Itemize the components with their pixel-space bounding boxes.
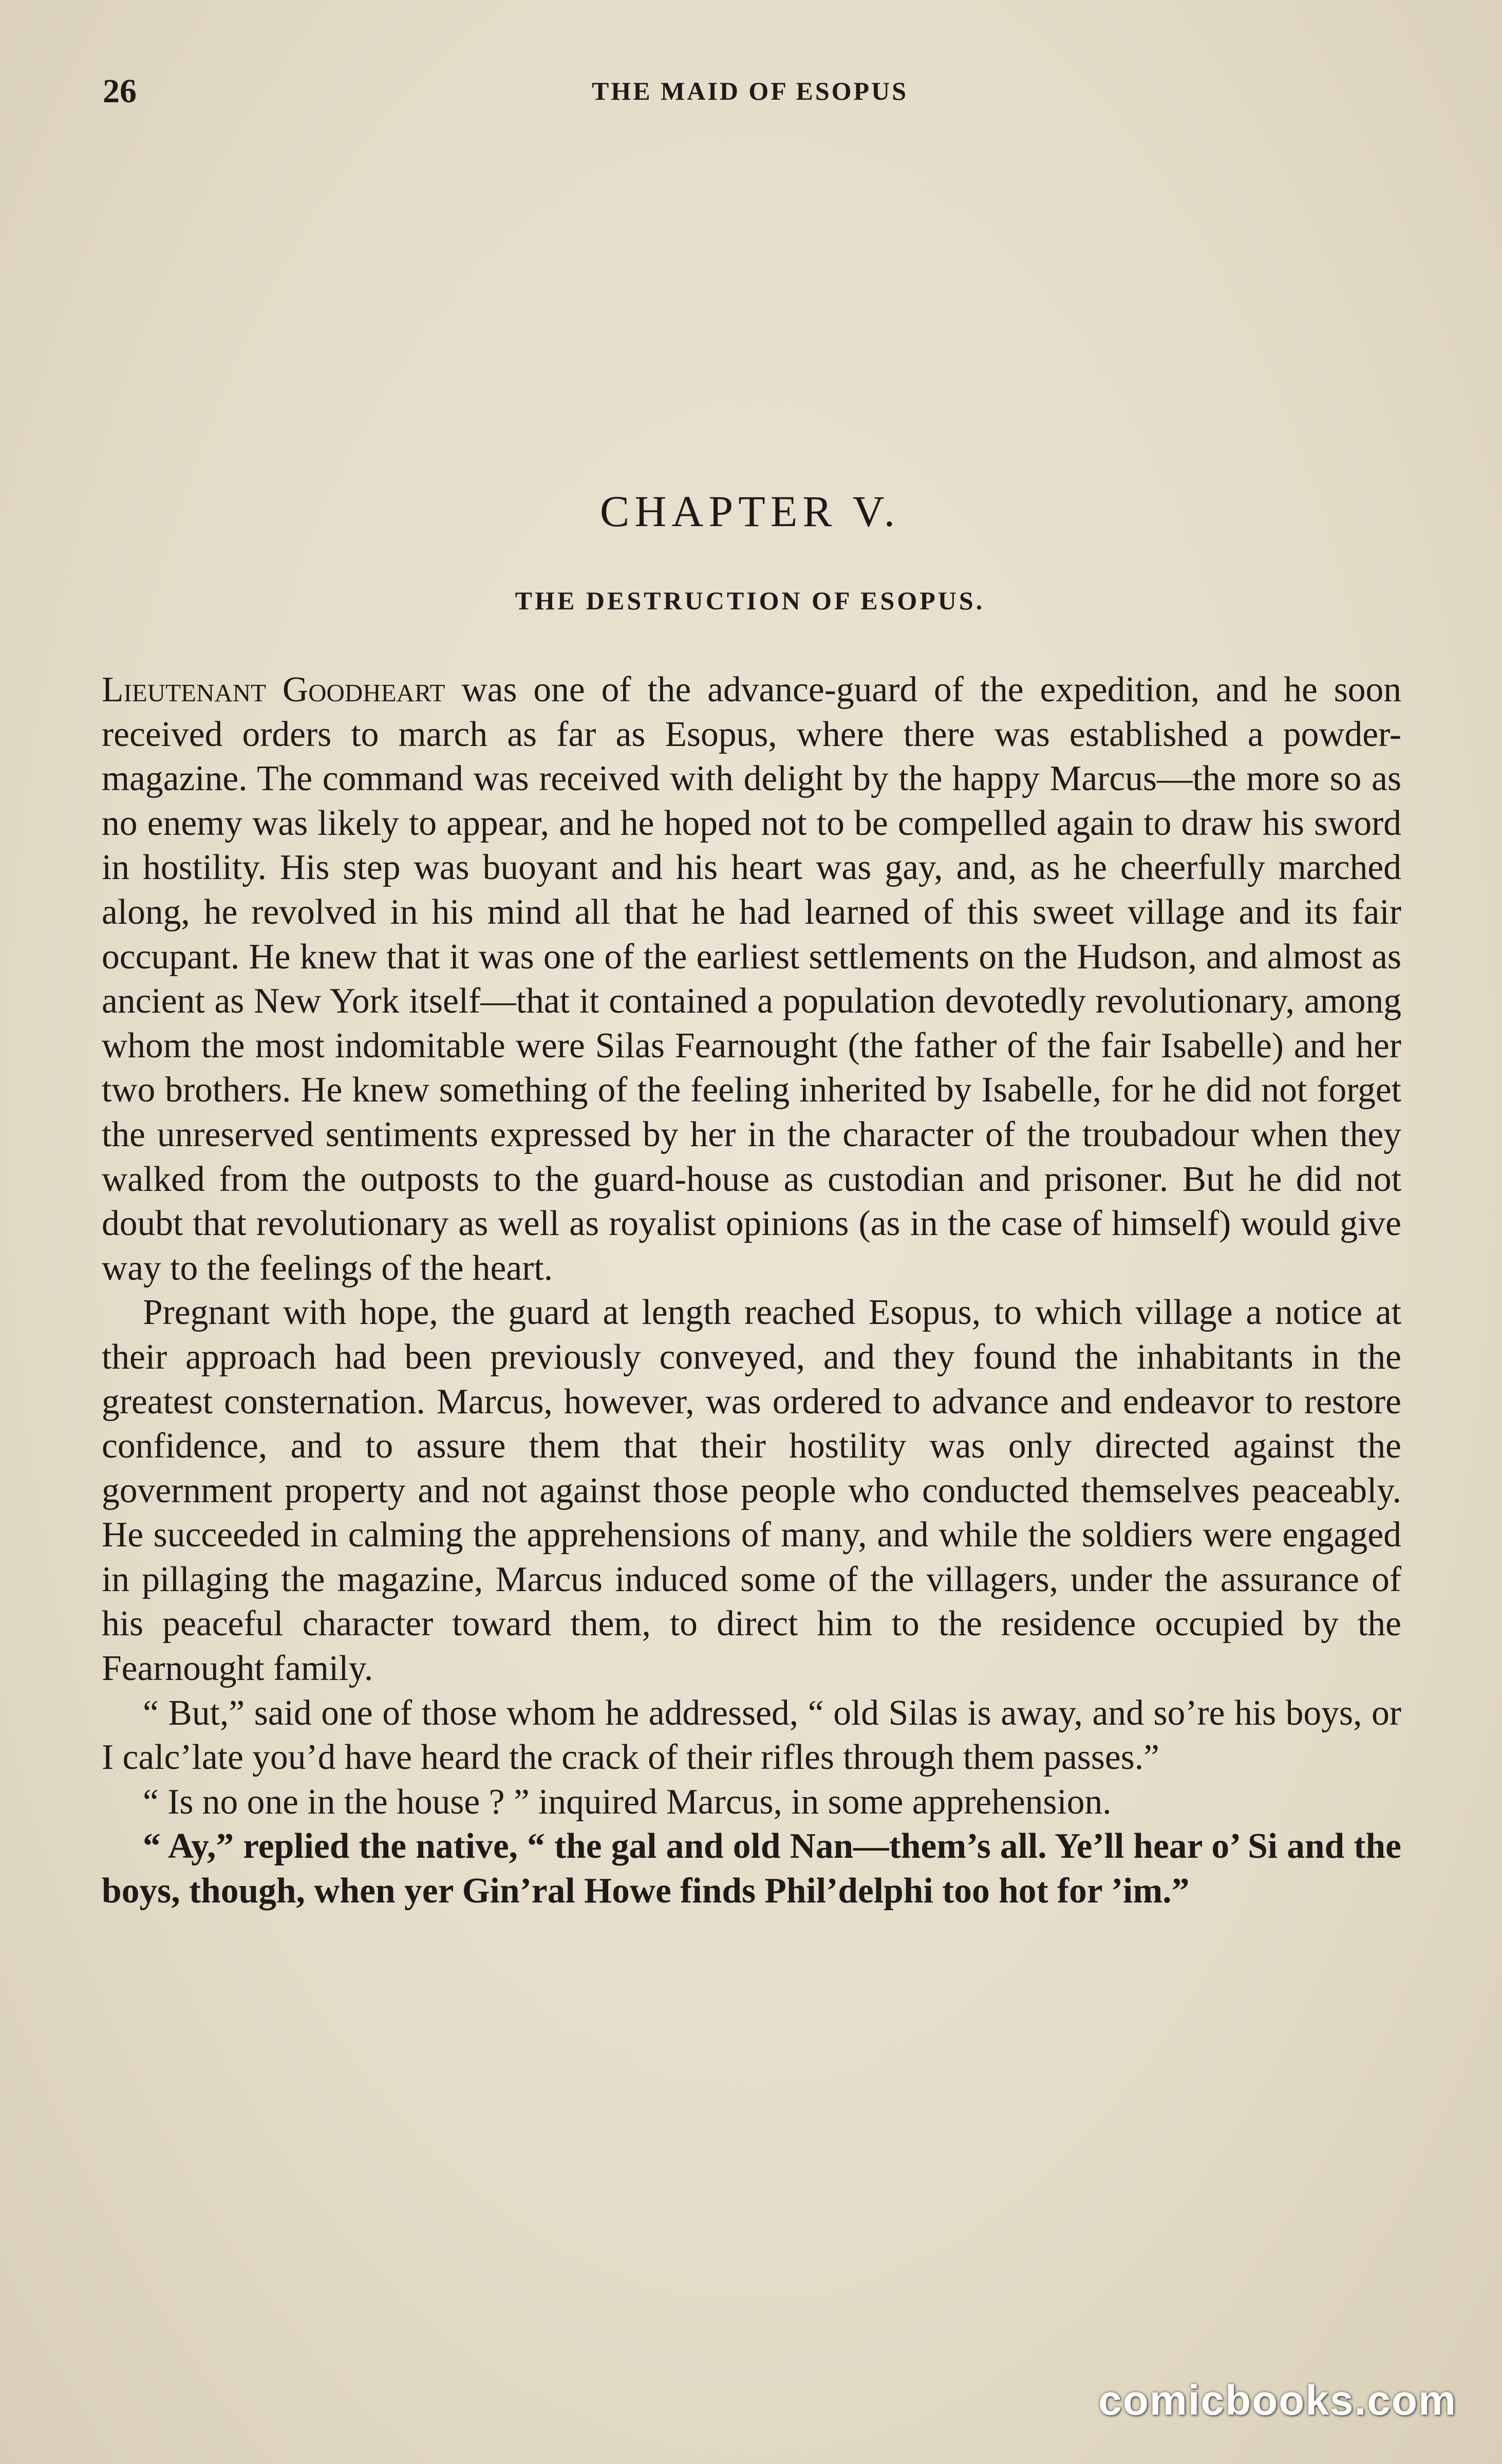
bleed-through — [103, 170, 1397, 632]
watermark: comicbooks.com — [1098, 2377, 1457, 2424]
paragraph-4: “ Is no one in the house ? ” inquired Marcus, in some apprehension. — [143, 1782, 1112, 1822]
paragraph-5: “ Ay,” replied the native, “ the gal and old Nan—them’s all. Ye’ll hear o’ Si and the boys, though, when yer Gin’ral Howe finds Phil’delphi too hot for ’im.” — [102, 1826, 1401, 1911]
chapter-body — [102, 668, 1401, 1914]
paragraph-3: “ But,” said one of those whom he addressed, “ old Silas is away, and so’re his boys, or I calc’late you’d have heard the crack of their rifles through them passes.” — [102, 1693, 1401, 1778]
lead-smallcaps: Lieutenant Goodheart — [102, 670, 445, 710]
chapter-title: CHAPTER V. — [599, 487, 900, 536]
running-title: THE MAID OF ESOPUS — [591, 77, 909, 105]
chapter-subtitle: THE DESTRUCTION OF ESOPUS. — [515, 586, 985, 615]
paragraph-1 — [102, 668, 1401, 1291]
paragraph-2: Pregnant with hope, the guard at length reached Esopus, to which village a notice at their approach had been previously conveyed, and they found the inhabitants in the greatest consternation. Marcus, however, was ordered to advance and endeavor to restore confidence, and to assure them that their hostility was only directed against the government property and not against those people who conducted themselves peaceably. He succeeded in calming the apprehensions of many, and while the soldiers were engaged in pillaging the magazine, Marcus induced some of the villagers, under the assurance of his peaceful character toward them, to direct him to the residence occupied by the Fearnought family. — [102, 1293, 1401, 1689]
page-number: 26 — [103, 72, 137, 110]
paragraph-text: was one of the advance-guard of the expedition, and he soon received orders to march as far as Esopus, where there was established a powder-magazine. The command was received with delight by the happy Marcus—the more so as no enemy was likely to appear, and he hoped not to be compelled again to draw his sword in hostility. His step was buoyant and his heart was gay, and, as he cheerfully marched along, he revolved in his mind all that he had learned of this sweet village and its fair occupant. He knew that it was one of the earliest settlements on the Hudson, and almost as ancient as New York itself—that it contained a population devotedly revolutionary, among whom the most indomitable were Silas Fearnought (the father of the fair Isabelle) and her two brothers. He knew something of the feeling inherited by Isabelle, for he did not forget the unreserved sentiments expressed by her in the character of the troubadour when they walked from the outposts to the guard-house as custodian and prisoner. But he did not doubt that revolutionary as well as royalist opinions (as in the case of himself) would give way to the feelings of the heart. — [102, 670, 1401, 1288]
running-head — [103, 72, 1397, 118]
